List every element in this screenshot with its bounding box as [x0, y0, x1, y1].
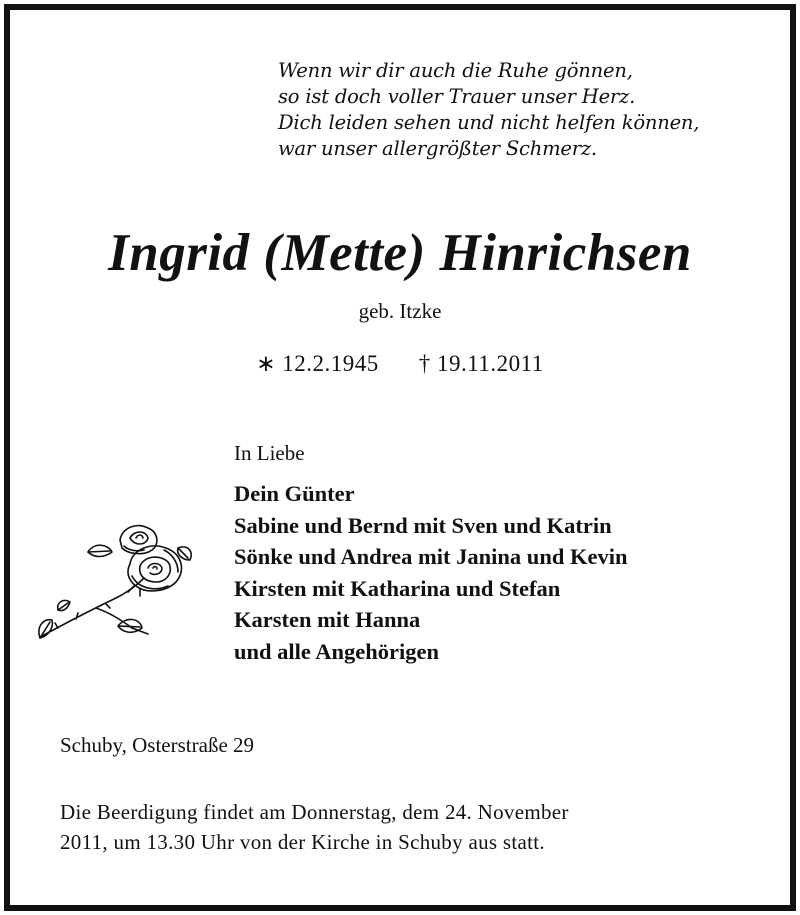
mourner-line: Dein Günter	[234, 481, 355, 506]
poem-line: war unser allergrößter Schmerz.	[278, 137, 597, 160]
poem-line: Dich leiden sehen und nicht helfen können,	[278, 111, 700, 134]
maiden-name: geb. Itzke	[358, 299, 442, 323]
birth-date: ∗ 12.2.1945	[256, 351, 379, 376]
address: Schuby, Osterstraße 29	[60, 733, 255, 757]
poem-line: so ist doch voller Trauer unser Herz.	[278, 85, 636, 108]
mourner-line: Karsten mit Hanna	[234, 607, 421, 632]
mourner-line: Sabine und Bernd mit Sven und Katrin	[234, 512, 612, 538]
funeral-line: 2011, um 13.30 Uhr von der Kirche in Schuby aus statt.	[60, 830, 545, 854]
poem-line: Wenn wir dir auch die Ruhe gönnen,	[278, 59, 633, 82]
mourner-line: Kirsten mit Katharina und Stefan	[234, 575, 561, 601]
life-dates	[0, 350, 800, 378]
death-date: † 19.11.2011	[418, 351, 544, 376]
memorial-poem	[278, 58, 699, 162]
mourner-line: Sönke und Andrea mit Janina und Kevin	[234, 544, 628, 569]
mourners-intro: In Liebe	[234, 441, 305, 465]
funeral-notice	[60, 797, 569, 857]
rose-icon	[36, 518, 196, 648]
mourner-line: und alle Angehörigen	[234, 638, 440, 664]
deceased-name: Ingrid (Mette) Hinrichsen	[108, 224, 692, 282]
mourners-list	[234, 478, 627, 667]
funeral-line: Die Beerdigung findet am Donnerstag, dem 24. November	[60, 800, 569, 824]
